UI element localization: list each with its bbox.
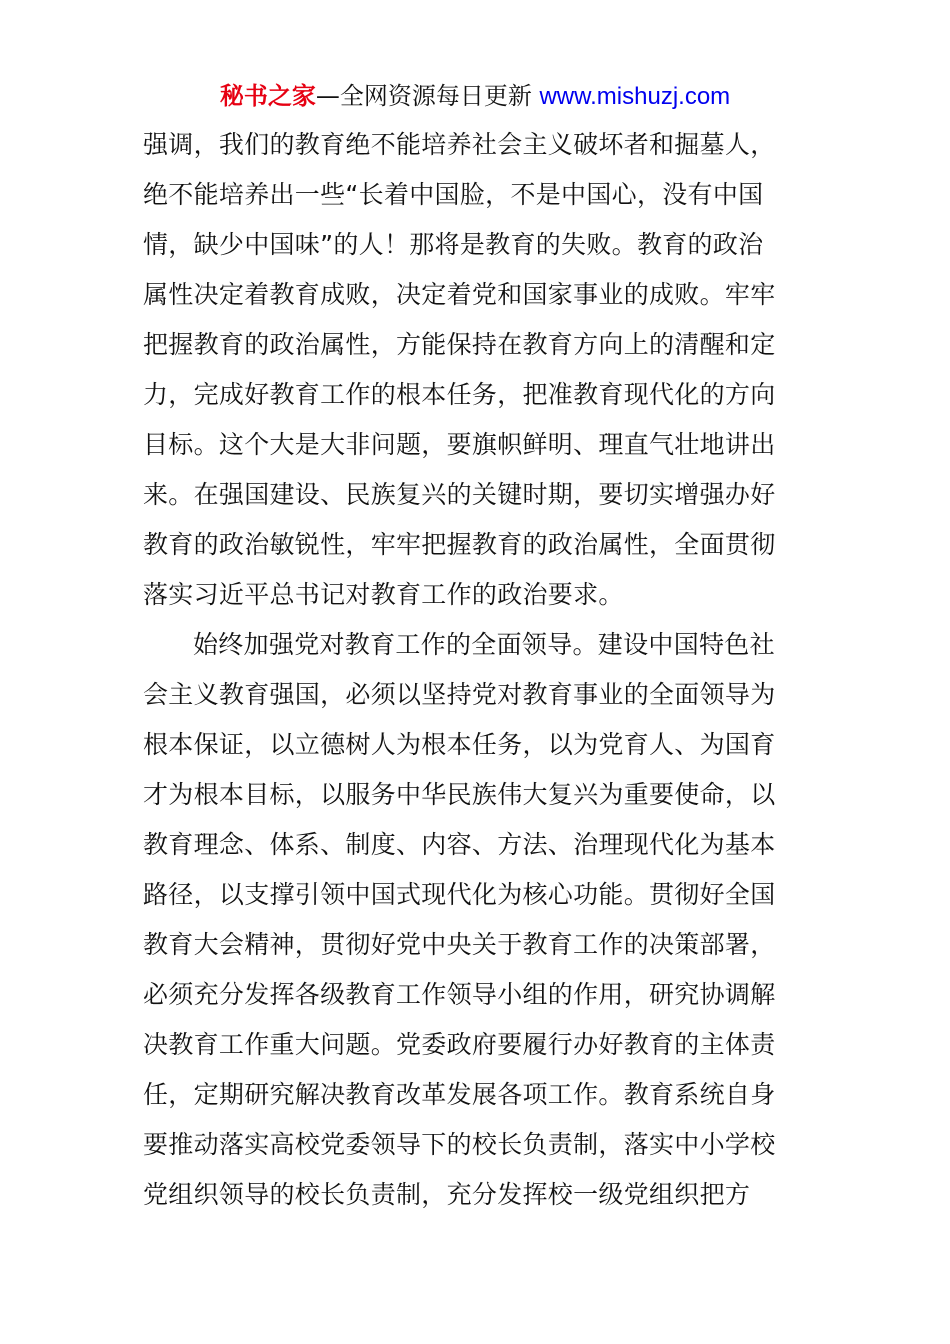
text-line: 教育大会精神，贯彻好党中央关于教育工作的决策部署， bbox=[143, 930, 776, 959]
page-header bbox=[0, 80, 950, 113]
text-line: 始终加强党对教育工作的全面领导。建设中国特色社 bbox=[193, 630, 775, 659]
paragraph bbox=[143, 131, 807, 631]
text-line: 情，缺少中国味”的人！那将是教育的失败。教育的政治 bbox=[143, 230, 764, 259]
text-line: 会主义教育强国，必须以坚持党对教育事业的全面领导为 bbox=[143, 680, 776, 709]
text-line: 才为根本目标，以服务中华民族伟大复兴为重要使命，以 bbox=[143, 780, 776, 809]
text-line: 要推动落实高校党委领导下的校长负责制，落实中小学校 bbox=[143, 1130, 776, 1159]
text-line: 教育的政治敏锐性，牢牢把握教育的政治属性，全面贯彻 bbox=[143, 530, 776, 559]
text-line: 绝不能培养出一些“长着中国脸，不是中国心，没有中国 bbox=[143, 180, 764, 209]
text-line: 强调，我们的教育绝不能培养社会主义破坏者和掘墓人， bbox=[143, 130, 776, 159]
brand-name: 秘书之家 bbox=[219, 82, 316, 110]
text-line: 目标。这个大是大非问题，要旗帜鲜明、理直气壮地讲出 bbox=[143, 430, 776, 459]
text-line: 落实习近平总书记对教育工作的政治要求。 bbox=[143, 580, 624, 609]
document-body bbox=[143, 131, 807, 1231]
text-line: 教育理念、体系、制度、内容、方法、治理现代化为基本 bbox=[143, 830, 776, 859]
site-url-link[interactable]: www.mishuzj.com bbox=[539, 83, 731, 110]
text-line: 路径，以支撑引领中国式现代化为核心功能。贯彻好全国 bbox=[143, 880, 776, 909]
text-line: 来。在强国建设、民族复兴的关键时期，要切实增强办好 bbox=[143, 480, 776, 509]
text-line: 党组织领导的校长负责制，充分发挥校一级党组织把方 bbox=[143, 1180, 751, 1209]
header-tagline: —全网资源每日更新 bbox=[315, 82, 532, 110]
paragraph bbox=[143, 631, 807, 1231]
text-line: 根本保证，以立德树人为根本任务，以为党育人、为国育 bbox=[143, 730, 776, 759]
text-line: 必须充分发挥各级教育工作领导小组的作用，研究协调解 bbox=[143, 980, 776, 1009]
text-line: 力，完成好教育工作的根本任务，把准教育现代化的方向 bbox=[143, 380, 776, 409]
text-line: 属性决定着教育成败，决定着党和国家事业的成败。牢牢 bbox=[143, 280, 776, 309]
text-line: 决教育工作重大问题。党委政府要履行办好教育的主体责 bbox=[143, 1030, 776, 1059]
text-line: 任，定期研究解决教育改革发展各项工作。教育系统自身 bbox=[143, 1080, 776, 1109]
text-line: 把握教育的政治属性，方能保持在教育方向上的清醒和定 bbox=[143, 330, 776, 359]
